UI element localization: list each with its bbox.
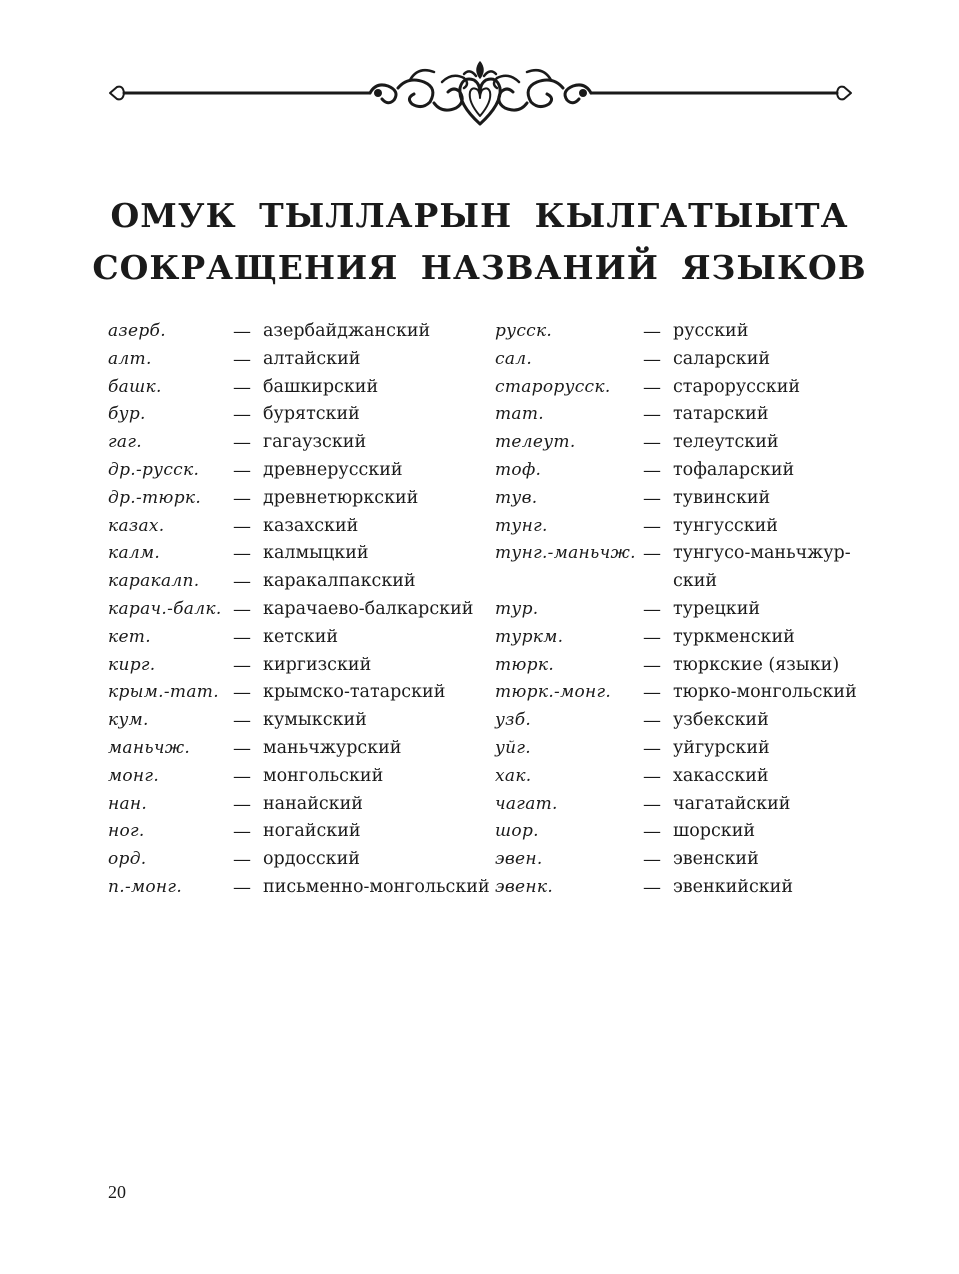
dash: — (643, 432, 661, 454)
dash: — (643, 459, 661, 481)
list-item (108, 652, 488, 680)
language-name: эвенкийский (673, 876, 794, 897)
abbreviation: тат. (495, 404, 544, 425)
abbreviation: башк. (108, 376, 162, 397)
dash: — (643, 598, 661, 620)
list-item (108, 540, 488, 568)
language-name: древнетюркский (263, 487, 419, 508)
list-item (108, 346, 488, 374)
dash: — (643, 737, 661, 759)
abbreviation-list-left (108, 318, 488, 902)
abbreviation: кум. (108, 710, 149, 731)
list-item (108, 679, 488, 707)
dash: — (643, 654, 661, 676)
dash: — (233, 571, 251, 593)
abbreviation: сал. (495, 348, 533, 369)
abbreviation: тоф. (495, 459, 542, 480)
language-name: ордосский (263, 849, 360, 870)
language-name: калмыцкий (263, 543, 369, 564)
dash: — (233, 321, 251, 342)
language-name: эвенский (673, 849, 759, 870)
list-item (108, 624, 488, 652)
list-item-continuation (495, 568, 865, 596)
dash: — (233, 459, 251, 481)
abbreviation: телеут. (495, 432, 576, 453)
abbreviation: тунг.-маньчж. (495, 543, 636, 564)
abbreviation: хак. (495, 765, 532, 786)
list-item (495, 401, 865, 429)
list-item (108, 596, 488, 624)
abbreviation: тюрк.-монг. (495, 682, 612, 703)
language-name: чагатайский (673, 793, 791, 814)
list-item (108, 568, 488, 596)
list-item (495, 652, 865, 680)
abbreviation: эвенк. (495, 876, 554, 897)
list-item (108, 763, 488, 791)
list-item (495, 791, 865, 819)
list-item (108, 318, 488, 346)
list-item (495, 346, 865, 374)
list-item (495, 846, 865, 874)
abbreviation: маньчж. (108, 737, 191, 758)
list-item (495, 818, 865, 846)
list-item (495, 624, 865, 652)
list-item (495, 429, 865, 457)
dash: — (233, 849, 251, 871)
dash: — (643, 765, 661, 787)
dash: — (233, 626, 251, 648)
dash: — (233, 376, 251, 398)
abbreviation: тунг. (495, 515, 548, 536)
list-item (495, 374, 865, 402)
dash: — (643, 515, 661, 537)
dash: — (643, 876, 661, 898)
dash: — (643, 710, 661, 732)
list-item (108, 457, 488, 485)
list-item (495, 318, 865, 346)
list-item (495, 735, 865, 763)
dash: — (643, 821, 661, 843)
dash: — (233, 598, 251, 620)
page-number: 20 (108, 1182, 126, 1202)
language-name: тюрко-монгольский (673, 682, 857, 703)
list-item (108, 429, 488, 457)
dash: — (643, 404, 661, 426)
abbreviation: туркм. (495, 626, 564, 647)
list-item (108, 485, 488, 513)
list-item (108, 874, 488, 902)
abbreviation: нан. (108, 793, 148, 814)
language-name: татарский (673, 404, 769, 425)
abbreviation: шор. (495, 821, 539, 842)
language-name: кумыкский (263, 710, 367, 731)
list-item (108, 374, 488, 402)
list-item (108, 401, 488, 429)
language-name: тунгусский (673, 515, 778, 536)
abbreviation: монг. (108, 765, 160, 786)
language-name: турецкий (673, 598, 761, 619)
abbreviation: карач.-балк. (108, 598, 222, 619)
language-name: крымско-татарский (263, 682, 446, 703)
abbreviation: каракалп. (108, 571, 200, 592)
dash: — (643, 543, 661, 565)
dash: — (643, 321, 661, 342)
dash: — (233, 654, 251, 676)
abbreviation: тюрк. (495, 654, 555, 675)
dash: — (233, 710, 251, 732)
abbreviation: кирг. (108, 654, 156, 675)
abbreviation: эвен. (495, 849, 543, 870)
list-item (495, 513, 865, 541)
abbreviation: старорусск. (495, 376, 611, 397)
dash: — (643, 682, 661, 704)
language-name: уйгурский (673, 737, 770, 758)
language-name: алтайский (263, 348, 361, 369)
dash: — (643, 376, 661, 398)
abbreviation: ног. (108, 821, 145, 842)
list-item (108, 791, 488, 819)
language-name: русский (673, 321, 749, 341)
list-item (495, 457, 865, 485)
dash: — (643, 487, 661, 509)
list-item (495, 707, 865, 735)
list-item (108, 707, 488, 735)
language-name: гагаузский (263, 432, 367, 453)
language-name: казахский (263, 515, 359, 536)
language-name: письменно-монгольский (263, 876, 490, 897)
dash: — (643, 849, 661, 871)
dash: — (643, 793, 661, 815)
abbreviation: азерб. (108, 321, 166, 341)
abbreviation: кет. (108, 626, 151, 647)
abbreviation: п.-монг. (108, 876, 183, 897)
dash: — (233, 821, 251, 843)
list-item (108, 513, 488, 541)
language-name: саларский (673, 348, 771, 369)
language-name: старорусский (673, 376, 801, 397)
language-name: нанайский (263, 793, 363, 814)
page-title-yakut: ОМУК ТЫЛЛАРЫН КЫЛГАТЫЫТА (110, 196, 849, 235)
language-name: кетский (263, 626, 339, 647)
dash: — (233, 404, 251, 426)
abbreviation: калм. (108, 543, 161, 564)
language-name-continuation: ский (673, 571, 718, 592)
list-item (108, 735, 488, 763)
dash: — (233, 432, 251, 454)
abbreviation: тур. (495, 598, 539, 619)
abbreviation: чагат. (495, 793, 558, 814)
list-item (495, 763, 865, 791)
language-name: шорский (673, 821, 756, 842)
abbreviation: др.-тюрк. (108, 487, 202, 508)
abbreviation: др.-русск. (108, 459, 200, 480)
language-name: бурятский (263, 404, 360, 425)
list-item (495, 540, 865, 568)
list-item (108, 846, 488, 874)
language-name: тюркские (языки) (673, 654, 840, 675)
ornamental-divider-icon (108, 58, 853, 128)
dash: — (233, 765, 251, 787)
language-name: киргизский (263, 654, 372, 675)
abbreviation: крым.-тат. (108, 682, 219, 703)
language-name: ногайский (263, 821, 361, 842)
list-item (495, 679, 865, 707)
abbreviation: бур. (108, 404, 146, 425)
abbreviation: алт. (108, 348, 152, 369)
list-item (495, 485, 865, 513)
page-title-russian: СОКРАЩЕНИЯ НАЗВАНИЙ ЯЗЫКОВ (92, 248, 867, 287)
list-item (108, 818, 488, 846)
abbreviation-list-right (495, 318, 865, 902)
language-name: каракалпакский (263, 571, 416, 592)
dash: — (643, 626, 661, 648)
dash: — (233, 793, 251, 815)
language-name: тофаларский (673, 459, 795, 480)
language-name: тунгусо-маньчжур- (673, 543, 851, 564)
abbreviation: казах. (108, 515, 165, 536)
dash: — (233, 543, 251, 565)
language-name: древнерусский (263, 459, 403, 480)
dash: — (233, 487, 251, 509)
language-name: тувинский (673, 487, 771, 508)
abbreviation: уйг. (495, 737, 532, 758)
abbreviation: русск. (495, 321, 553, 341)
abbreviation: орд. (108, 849, 147, 870)
language-name: карачаево-балкарский (263, 598, 474, 619)
language-name: монгольский (263, 765, 384, 786)
dash: — (233, 515, 251, 537)
language-name: маньчжурский (263, 737, 402, 758)
dash: — (233, 348, 251, 370)
abbreviation: тув. (495, 487, 538, 508)
abbreviation: узб. (495, 710, 532, 731)
abbreviation: гаг. (108, 432, 142, 453)
language-name: узбекский (673, 710, 769, 731)
dash: — (233, 682, 251, 704)
dash: — (233, 876, 251, 898)
language-name: телеутский (673, 432, 779, 453)
language-name: туркменский (673, 626, 795, 647)
dash: — (643, 348, 661, 370)
language-name: азербайджанский (263, 321, 431, 341)
list-item (495, 596, 865, 624)
language-name: хакасский (673, 765, 769, 786)
dash: — (233, 737, 251, 759)
list-item (495, 874, 865, 902)
language-name: башкирский (263, 376, 379, 397)
